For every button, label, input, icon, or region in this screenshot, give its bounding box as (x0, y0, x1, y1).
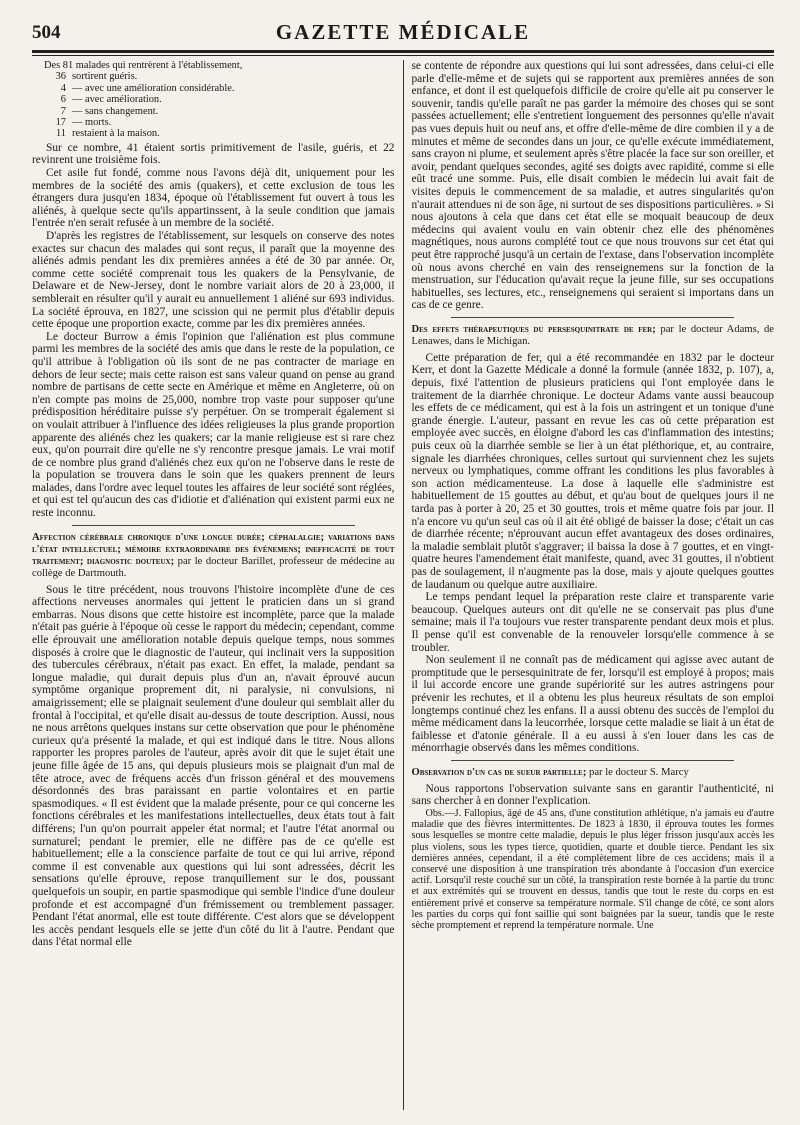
stat-number: 7 (60, 105, 66, 117)
article-heading-author: par le docteur Adams, de Lenawes, dans le Michigan. (411, 323, 774, 347)
stats-list (32, 71, 395, 139)
stats-item (32, 71, 395, 82)
article-heading-title: Observation d'un cas de sueur partielle; (411, 766, 587, 778)
stat-text: sortirent guéris. (72, 71, 138, 83)
observation-text: Obs.—J. Fallopius, âgé de 45 ans, d'une constitution athlétique, n'a jamais eu d'autre maladie que des fièvres intermittentes. De 1823 à 1830, il éprouva toutes les formes sous lesquelles se montre cette maladie, depuis le plus léger frisson jusqu'aux accès les plus violens, sous les types tierce, quotidien, quarte et double tierce. Pendant les six dernières années, cependant, il a été complètement libre de ces accidens; mais il a conservé une disposition à une transpiration très abondante à l'occasion d'un exercice actif. Lorsqu'il reste couché sur un côté, la transpiration reste bornée à la partie du tronc et aux extrémités qui se trouvent en dessus, tandis que tout le reste du corps en est entièrement privé et conserve sa température normale. S'il change de côté, ce sont alors les parties du corps qui font saillie qui sont baignées par la sueur, tandis que le reste sèche promptement et reprend la température normale. Une (411, 808, 774, 932)
article-paragraph: D'après les registres de l'établissement, sur lesquels on conserve des notes exactes sur chacun des malades qui sont reçus, il paraît que la moyenne des aliénés admis pendant les dix premières années a été de 30 par année. Or, comme cette société comprenait tous les quakers de la Pensylvanie, de Delaware et de New-Jersey, dont le nombre variait alors de 20 à 23,000, il semblerait en résulter qu'il y aurait eu annuellement 1 aliéné sur 693 individus. La société éprouva, en 1827, une scission qui ne permit plus d'établir depuis cette époque une proportion exacte, comme par les dix premières années. (32, 230, 395, 331)
page-number: 504 (32, 22, 61, 43)
article-paragraph: Sous le titre précédent, nous trouvons l'histoire incomplète d'une de ces affections nerveuses anormales qui jettent le praticien dans un si grand embarras. Nous disons que cette histoire est incomplète, parce que la malade n'était pas guérie à l'époque où cesse le rapport du médecin; cependant, comme elle éprouvait une amélioration notable depuis quelque temps, nous sommes disposés à croire que le diagnostic de l'auteur, qui inclinait vers la supposition des tubercules cérébraux, n'était pas exact. En effet, la malade, pendant sa longue maladie, qui durait depuis plus d'un an, n'avait éprouvé aucun symptôme organique proprement dit, ni paralysie, ni convulsions, ni amaigrissement; elle se plaignait seulement d'une douleur qui semblait aller du frontal à l'occipital, et qu'elle disait au-dessus de toute description. Aussi, nous ne nous arrêtons quelques instans sur cette observation que pour le phénomène curieux qu'a présenté la malade, et qui est indiqué dans le titre. Nous allons rapporter les propres paroles de l'auteur, après avoir dit que le sujet était une jeune fille âgée de 15 ans, qui depuis plusieurs mois se plaignait d'un mal de tête atroce, avec de fréquens accès d'un frisson général et des mouvemens désordonnés des bras paraissant en partie volontaires et en partie spasmodiques. « Il est évident que la malade présente, pour ce qui concerne les fonctions cérébrales et les manifestations intellectuelles, deux états tout à fait différens; l'un qu'on pourrait appeler état normal; et l'autre l'état anormal ou surnaturel; pendant le premier, elle ne diffère pas de ce qu'elle est habituellement; elle a la conscience parfaite de tout ce qui lui arrive, répond comme il est convenable aux questions qui lui sont adressées, décrit les sensations qu'elle éprouve, repose tranquillement sur le dos, poussant quelquefois un soupir, en partie spasmodique qui semble l'indice d'une douleur profonde et est accompagné d'un frémissement ou tremblement passager. Pendant l'état anormal, elle est toute différente. C'est alors que se développent les accès pendant lesquels elle se jette d'un côté du lit à l'autre. Pendant que dans l'état normal elle (32, 583, 395, 949)
stat-number: 17 (55, 117, 66, 129)
article-paragraph: se contente de répondre aux questions qui lui sont adressées, dans celui-ci elle parle d'elle-même et de sujets qui se rapportent aux premières années de son enfance, et dont il est quelquefois difficile de croire qu'elle ait pu conserver le souvenir, tandis qu'elle paraît ne pas garder la mémoire des choses qui se sont passées actuellement; elle s'entretient longuement des personnes qu'elle n'avait pas vues depuis huit ou neuf ans, et offre d'elle-même de dire combien il y a de minutes et même de secondes dans un jour, ce qu'elle exécute immédiatement, sans crayon ni plume, et seulement après s'être placée la face sur son oreiller, et avoir, pendant quelques secondes, agité ses doigts avec rapidité, comme si elle eût tracé une somme. Puis, elle disait combien le médecin lui avait fait de visites depuis le commencement de sa maladie, et autres singularités qu'on n'aurait attendues ni de son âge, ni surtout de ses dispositions particulières. » Si nous ajoutons à cela que dans cet état elle se moquait beaucoup de deux médecins qui avaient voulu en vain obtenir chez elle des phénomènes magnétiques, nous aurons complété tout ce que nous trouvons sur cet état qui peut être rapproché jusqu'à un certain de l'extase, dans l'observation incomplète où nous avons cherché en vain des renseignemens sur la fonction de la menstruation, sur l'éducation qu'avait reçue la jeune fille, sur ses occupations habituelles, ses lectures, etc., renseignemens qui seraient si importans dans un cas de ce genre. (411, 60, 774, 312)
right-column (411, 60, 774, 1110)
article-heading-author: par le docteur S. Marcy (589, 766, 689, 778)
stat-text: — avec une amélioration considérable. (72, 82, 235, 94)
section-separator (451, 317, 734, 318)
article-paragraph: Nous rapportons l'observation suivante sans en garantir l'authenticité, ni sans chercher à en donner l'explication. (411, 782, 774, 808)
stat-number: 11 (55, 128, 66, 140)
section-separator (72, 525, 355, 526)
article-paragraph: Non seulement il ne connaît pas de médicament qui agisse avec autant de promptitude que le persesquinitrate de fer, lorsqu'il est employé à propos; mais il lui accorde encore une grande supériorité sur les autres astringens pour prévenir les rechutes, et il a obtenu les plus heureux résultats de son emploi longtemps continué chez les enfans. Il a aussi obtenu des succès de l'emploi du même médicament dans la leucorrhée, lorsque cette maladie se liait à un état de faiblesse et d'atonie générale. Il a eu aussi à s'en louer dans les cas de ménorrhagie observés dans les mêmes conditions. (411, 654, 774, 755)
article-paragraph: Le temps pendant lequel la préparation reste claire et transparente varie beaucoup. Quelques auteurs ont dit qu'elle ne se conservait pas plus d'une semaine; mais il l'a toujours vue rester transparente pendant deux mois et plus. Il pense qu'il est convenable de la renouveler lorsqu'elle commence à se troubler. (411, 591, 774, 654)
article-heading (411, 324, 774, 348)
stats-item (32, 117, 395, 128)
section-separator (451, 760, 734, 761)
stats-item (32, 128, 395, 139)
left-column (32, 60, 395, 1110)
article-heading-title: Affection cérébrale chronique d'une longue durée; céphalalgie; variations dans l'état intellectuel; mémoire extraordinaire des événemens; inefficacité de tout traitement; diagnostic douteux; (32, 531, 395, 567)
columns (32, 60, 774, 1110)
article-heading (32, 532, 395, 580)
article-heading-author: par le docteur Barillet, professeur de médecine au collège de Dartmouth. (32, 555, 395, 579)
article-paragraph: Cette préparation de fer, qui a été recommandée en 1832 par le docteur Kerr, et dont la Gazette Médicale a donné la formule (année 1832, p. 107), a, depuis, fixé l'attention de plusieurs praticiens qui l'ont employée dans le traitement de la diarrhée chronique. Le docteur Adams vante aussi beaucoup les effets de ce médicament, qui est à la fois un astringent et un tonique d'une grande énergie. L'auteur, passant en revue les cas où cette préparation est employée avec succès, en éloigne d'abord les cas d'inflammation des intestins; puis ceux où la diarrhée semble se lier à un état pléthorique, et, au contraire, signale les diarrhées chroniques, celles surtout qui surviennent chez les sujets nerveux ou lymphatiques, comme offrant les conditions les plus favorables à son action médicamenteuse. La dose à laquelle elle s'administre est habituellement de 15 gouttes au début, et qu'au bout de quelques jours il ne tarda pas à porter à 20, 25 et 30 gouttes, trois et même quatre fois par jour. Il n'a encore vu qu'un seul cas où il ait été obligé de baisser la dose; c'était un cas de diarrhée récente; n'éprouvant aucun effet avantageux des doses ordinaires, la maladie semblait plutôt s'aggraver; il baissa la dose à 7 gouttes, et en vingt-quatre heures l'amendement était manifeste, quand, avec 31 gouttes, il n'obtient pas de soulagement, il n'augmente pas la dose, mais y ajoute quelques gouttes de laudanum ou quelque autre auxiliaire. (411, 351, 774, 591)
stats-item (32, 83, 395, 94)
stats-item (32, 106, 395, 117)
column-divider (403, 60, 404, 1110)
stats-intro: Des 81 malades qui rentrèrent à l'établissement, (44, 60, 243, 71)
stat-text: — avec amélioration. (72, 94, 162, 106)
stats-item (32, 94, 395, 105)
stat-text: — sans changement. (72, 105, 159, 117)
article-heading (411, 767, 774, 779)
article-heading-title: Des effets thérapeutiques du persesquinitrate de fer; (411, 323, 656, 335)
stat-number: 36 (55, 71, 66, 83)
stat-number: 4 (60, 82, 66, 94)
gazette-title: GAZETTE MÉDICALE (275, 20, 531, 44)
stat-text: — morts. (72, 117, 112, 129)
stat-text: restaient à la maison. (72, 128, 160, 140)
article-paragraph: Le docteur Burrow a émis l'opinion que l'aliénation est plus commune parmi les membres de la société des amis que dans le reste de la population, ce qu'il attribue à l'obligation où ils sont de ne pas contracter de mariage en dehors de leur secte; mais cette raison est sans valeur quand on pense au grand nombre de partisans de cette secte en Amérique et même en Angleterre, où on n'en compte pas moins de 25,000, nombre trop vaste pour supposer qu'une prédisposition héréditaire puisse s'y perpétuer. On se tromperait également si on voulait attribuer à l'influence des idées religieuses la plus grande proportion apparente des aliénés chez les quakers; car la manie religieuse est si rare chez eux, qu'on pourrait dire qu'elle ne s'y rencontre presque jamais. Le vrai motif de ce nombre plus grand d'aliénés chez eux qu'on ne l'observe dans le reste de la population se trouvera dans le soin que les quakers prennent de leurs malades, dans l'ordre avec lequel toutes les affaires de leur société sont réglées, et qui est tel qu'aucun des cas d'idiotie et d'aliénation qui existent parmi eux ne reste inconnu. (32, 330, 395, 520)
article-paragraph: Sur ce nombre, 41 étaient sortis primitivement de l'asile, guéris, et 22 revinrent une troisième fois. (32, 141, 395, 167)
stat-number: 6 (60, 94, 66, 106)
article-paragraph: Cet asile fut fondé, comme nous l'avons déjà dit, uniquement pour les membres de la société des amis (quakers), et cette exclusion de tous les étrangers dura jusqu'en 1834, époque où l'établissement fut ouvert à tous les aliénés, à quelque secte qu'ils appartinssent, à la seule condition que jamais l'entrée n'en serait refusée à un membre de la société. (32, 167, 395, 230)
masthead (32, 18, 774, 48)
header-rule (32, 50, 774, 56)
observation-block (411, 808, 774, 931)
